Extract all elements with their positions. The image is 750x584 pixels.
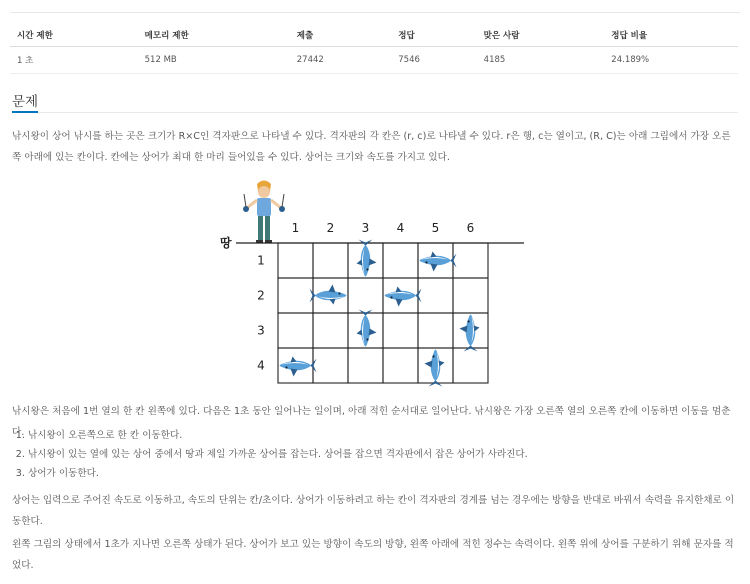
step-item: 1. 낚시왕이 오른쪽으로 한 칸 이동한다.: [28, 426, 528, 445]
grid-cell: [278, 243, 313, 278]
value-accepted: 7546: [391, 47, 476, 74]
grid-cell: [278, 278, 313, 313]
value-solvers: 4185: [477, 47, 605, 74]
info-value-row: [10, 47, 738, 74]
column-label: 2: [326, 221, 335, 235]
shark-icon: [357, 240, 377, 277]
header-accepted: 정답: [391, 24, 476, 47]
grid-cell: [453, 348, 488, 383]
column-labels: [292, 221, 475, 235]
row-labels: [257, 254, 265, 373]
grid-cell: [453, 243, 488, 278]
ground-label: 땅: [220, 236, 232, 250]
grid-cell: [418, 313, 453, 348]
value-ratio: 24.189%: [604, 47, 738, 74]
fisherman-icon: [243, 181, 285, 244]
grid-figure: [214, 178, 526, 388]
value-memory-limit: 512 MB: [138, 47, 290, 74]
top-divider: [10, 12, 740, 13]
shark-icon: [385, 287, 422, 307]
shark-icon: [280, 357, 317, 377]
grid-cell: [453, 278, 488, 313]
value-submissions: 27442: [290, 47, 392, 74]
column-label: 3: [361, 221, 370, 235]
grid-cell: [313, 243, 348, 278]
step-item: 3. 상어가 이동한다.: [28, 464, 528, 483]
shark-icon: [460, 315, 480, 352]
grid-cell: [348, 278, 383, 313]
column-label: 1: [291, 221, 300, 235]
grid-cell: [383, 348, 418, 383]
row-label: 4: [257, 358, 265, 373]
shark-icon: [425, 350, 445, 387]
header-solvers: 맞은 사람: [477, 24, 605, 47]
problem-paragraph-2: 낚시왕은 처음에 1번 열의 한 칸 왼쪽에 있다. 다음은 1초 동안 일어나는 일이며, 아래 적힌 순서대로 일어난다. 낚시왕은 가장 오른쪽 열의 오른쪽 칸에 이동하면 이동을 멈춘다.: [12, 406, 731, 438]
problem-paragraph-1: 낚시왕이 상어 낚시를 하는 곳은 크기가 R×C인 격자판으로 나타낼 수 있다. 격자판의 각 칸은 (r, c)로 나타낼 수 있다. r은 행, c는 열이고, (R, C)는 아래 그림에서 가장 오른쪽 아래에 있는 칸이다. 칸에는 상어가 최대 한 마리 들어있을 수 있다. 상어는 크기와 속도를 가지고 있다.: [12, 131, 731, 163]
grid-cell: [383, 313, 418, 348]
grid-cell: [278, 313, 313, 348]
header-time-limit: 시간 제한: [10, 24, 138, 47]
header-memory-limit: 메모리 제한: [138, 24, 290, 47]
shark-icon: [357, 310, 377, 347]
value-time-limit: 1 초: [10, 47, 138, 74]
grid-cell: [418, 278, 453, 313]
shark-icon: [310, 285, 347, 305]
grid-cell: [313, 348, 348, 383]
grid-cells: [278, 243, 488, 383]
problem-paragraph-4: 왼쪽 그림의 상태에서 1초가 지나면 오른쪽 상태가 된다. 상어가 보고 있는 방향이 속도의 방향, 왼쪽 아래에 적힌 정수는 속력이다. 왼쪽 위에 상어를 구분하기 위해 문자를 적었다.: [12, 539, 734, 571]
step-item: 2. 낚시왕이 있는 열에 있는 상어 중에서 땅과 제일 가까운 상어를 잡는다. 상어를 잡으면 격자판에서 잡은 상어가 사라진다.: [28, 445, 528, 464]
header-ratio: 정답 비율: [604, 24, 738, 47]
column-label: 6: [466, 221, 475, 235]
row-label: 3: [257, 323, 265, 338]
problem-info-table: [10, 24, 738, 74]
grid-cell: [313, 313, 348, 348]
section-title: 문제: [12, 94, 39, 110]
column-label: 4: [396, 221, 405, 235]
section-title-underline: [12, 111, 38, 113]
header-submissions: 제출: [290, 24, 392, 47]
step-list: [12, 426, 528, 483]
grid-cell: [383, 243, 418, 278]
column-label: 5: [431, 221, 440, 235]
grid-cell: [348, 348, 383, 383]
section-title-rule: [12, 112, 738, 113]
row-label: 2: [257, 288, 265, 303]
info-header-row: [10, 24, 738, 47]
shark-icon: [420, 252, 457, 272]
problem-paragraph-3: 상어는 입력으로 주어진 속도로 이동하고, 속도의 단위는 칸/초이다. 상어가 이동하려고 하는 칸이 격자판의 경계를 넘는 경우에는 방향을 반대로 바꿔서 속력을 유지한채로 이동한다.: [12, 495, 735, 527]
row-label: 1: [257, 253, 265, 268]
